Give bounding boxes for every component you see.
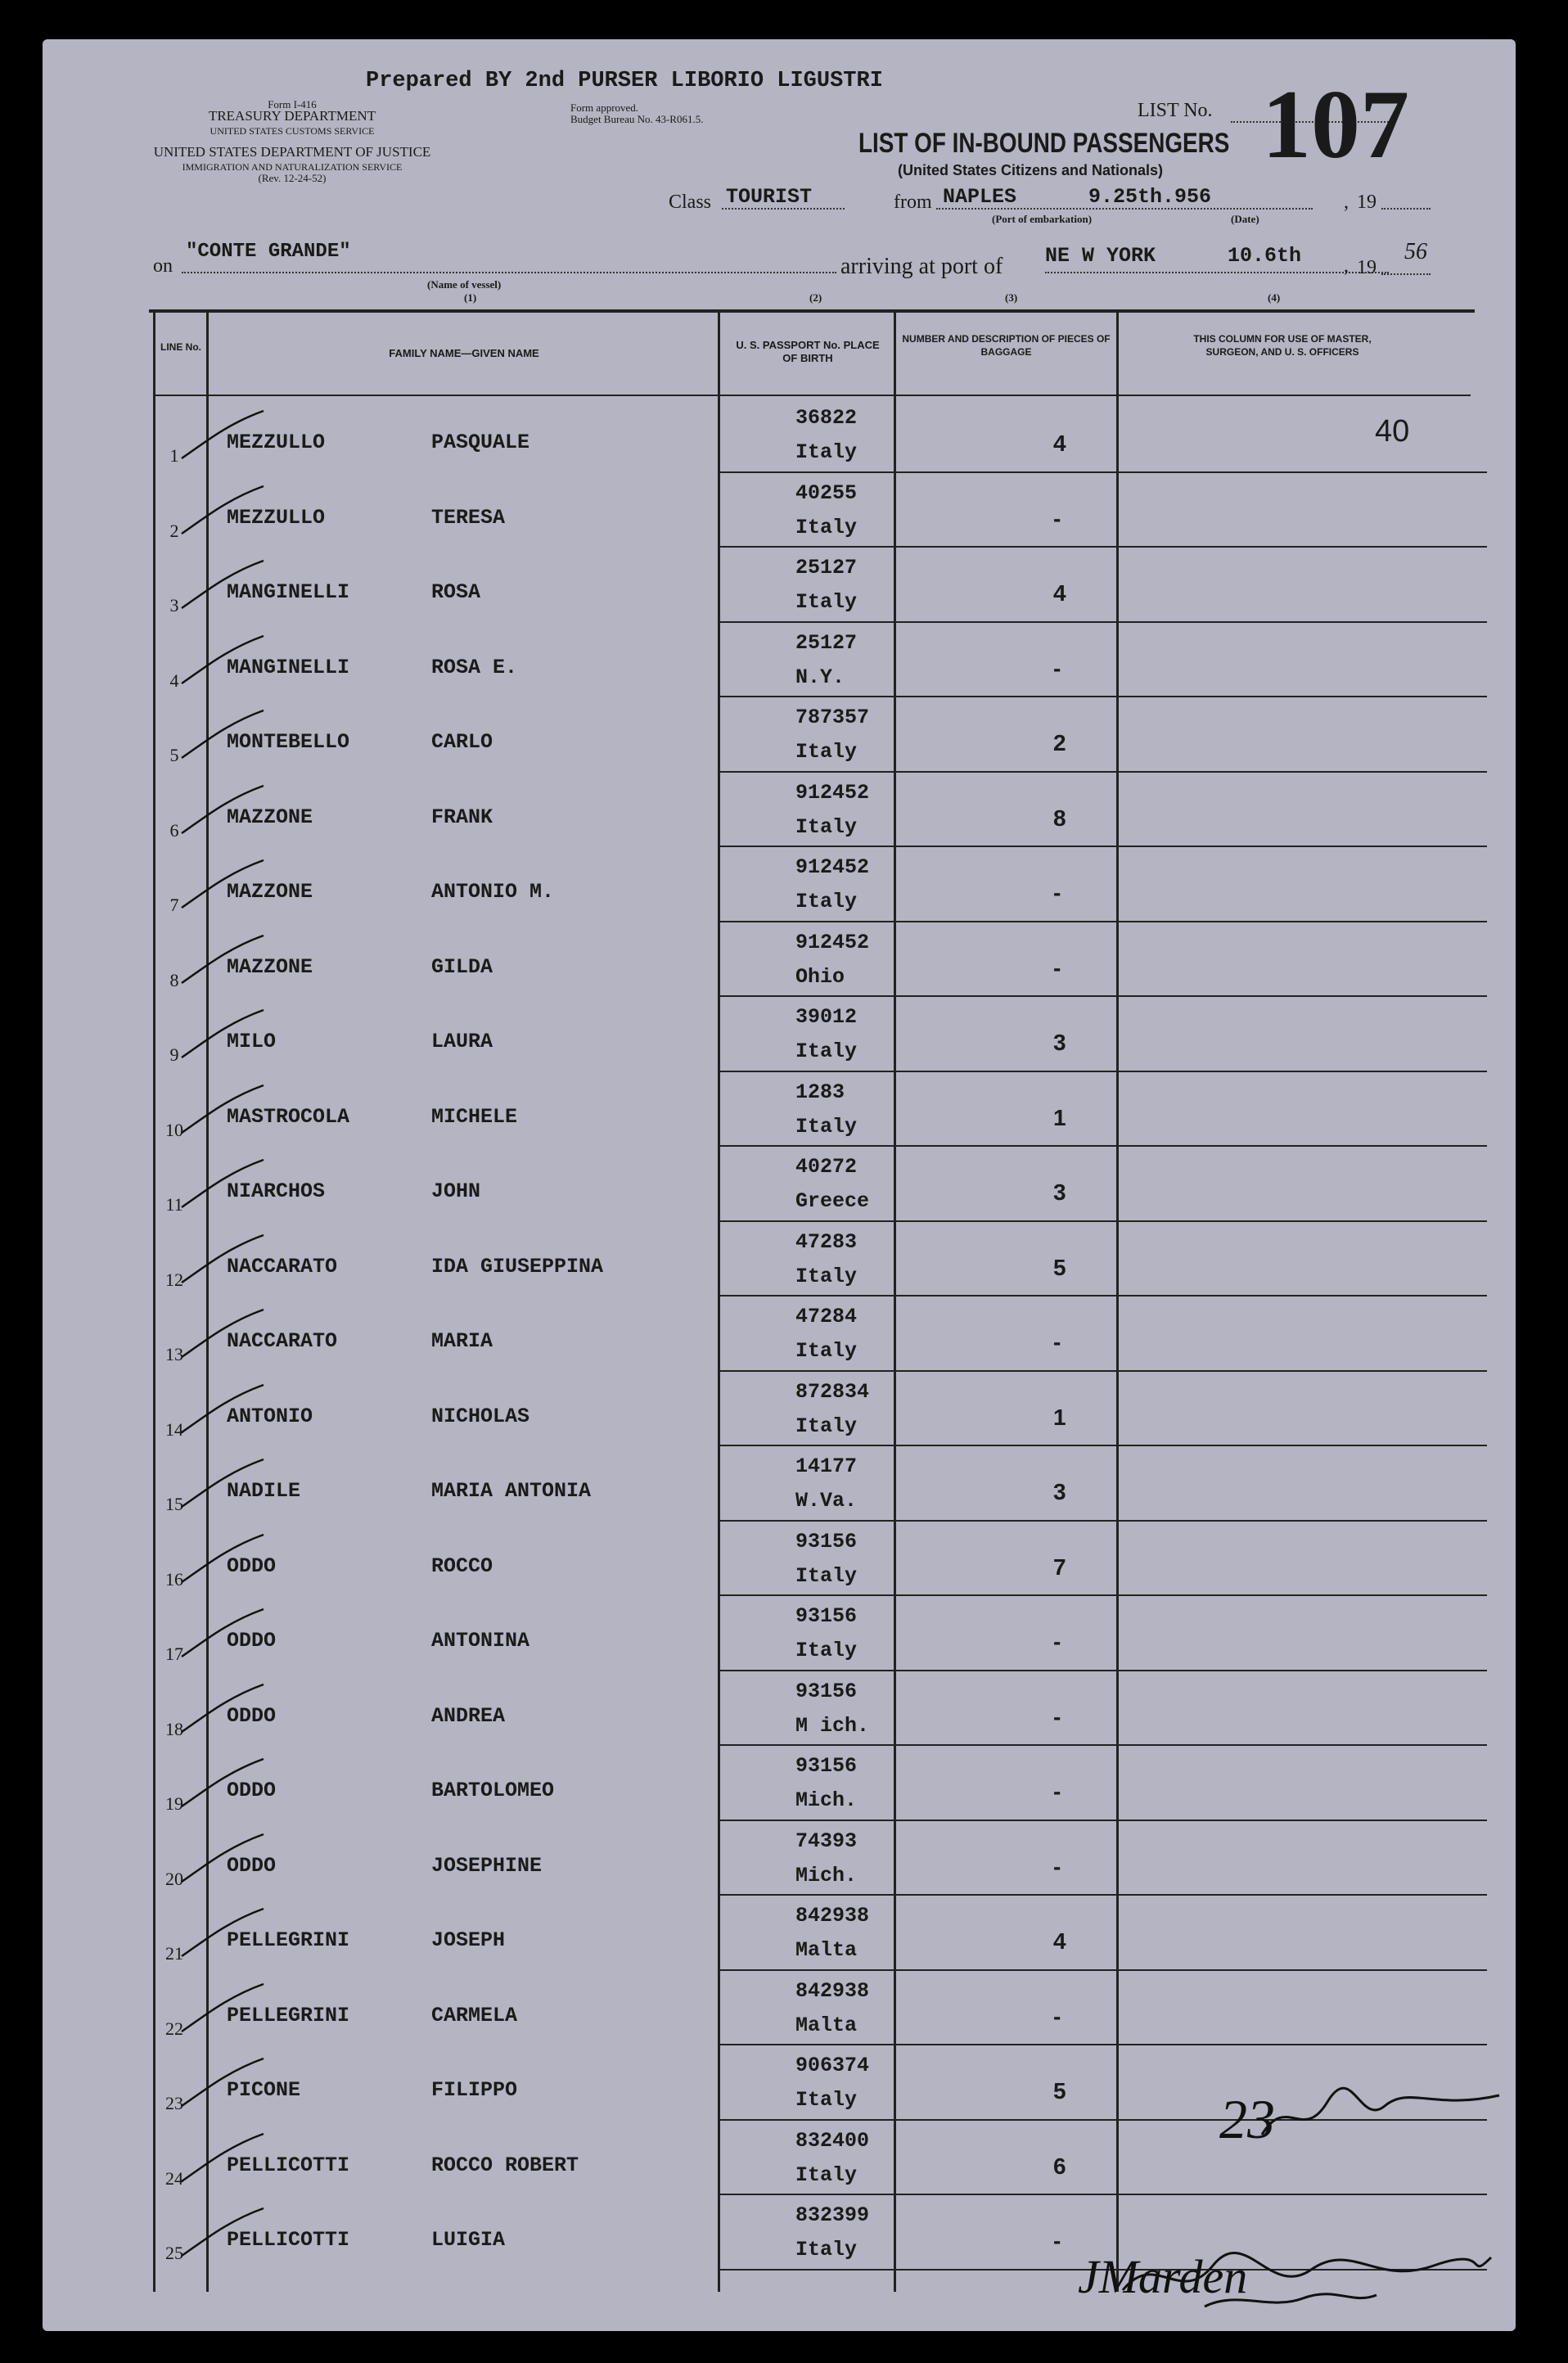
header-baggage: NUMBER AND DESCRIPTION OF PIECES OF BAGGAGE (902, 333, 1111, 358)
table-row (153, 1971, 1462, 2046)
given-name: FILIPPO (431, 2078, 518, 2102)
given-name: CARMELA (431, 2003, 518, 2027)
passport-number: 47283 (795, 1229, 858, 1254)
col4-num: (4) (1268, 291, 1281, 304)
from-date: 9.25th.956 (1088, 185, 1212, 209)
passport-number: 93156 (795, 1754, 858, 1778)
table-row (153, 922, 1462, 998)
place-of-birth: Italy (795, 1563, 858, 1588)
baggage-count: - (1053, 1779, 1061, 1804)
passport-number: 40255 (795, 480, 858, 505)
check-mark (178, 857, 268, 914)
header-passport: U. S. PASSPORT No. PLACE OF BIRTH (736, 339, 880, 364)
table-row (153, 1372, 1462, 1447)
line-number: 12 (165, 1269, 183, 1290)
year-prefix-1: 19 (1357, 192, 1377, 213)
passport-number: 912452 (795, 780, 870, 805)
class-label: Class (669, 192, 712, 213)
table-row (153, 1296, 1462, 1372)
check-mark (178, 1082, 268, 1139)
check-mark (178, 633, 268, 690)
check-mark (178, 707, 268, 764)
passport-number: 93156 (795, 1529, 858, 1554)
place-of-birth: Italy (795, 1114, 858, 1139)
table-row (153, 847, 1462, 922)
table-row (153, 1522, 1462, 1597)
passport-number: 93156 (795, 1604, 858, 1628)
place-of-birth: Italy (795, 890, 858, 913)
table-row (153, 1147, 1462, 1222)
baggage-count: - (1053, 1853, 1061, 1879)
check-mark (178, 408, 268, 465)
line-number: 5 (169, 745, 179, 765)
line-number: 13 (165, 1344, 183, 1364)
line-number: 19 (165, 1793, 183, 1814)
baggage-count: - (1053, 2228, 1061, 2253)
signature-scribble (1106, 2241, 1499, 2315)
given-name: JOHN (431, 1179, 481, 1203)
vessel-caption: (Name of vessel) (427, 278, 502, 291)
line-number: 16 (165, 1568, 183, 1590)
col1-num: (1) (464, 291, 477, 304)
baggage-count: 4 (1053, 431, 1066, 456)
passport-number: 872834 (795, 1379, 870, 1404)
passport-number: 25127 (795, 630, 858, 655)
check-mark (178, 1681, 268, 1738)
given-name: ROCCO ROBERT (431, 2153, 579, 2177)
line-number: 22 (165, 2018, 183, 2039)
place-of-birth: Italy (795, 2088, 858, 2112)
justice-dept: UNITED STATES DEPARTMENT OF JUSTICE (153, 144, 431, 160)
baggage-count: 8 (1053, 805, 1066, 831)
passport-number: 25127 (795, 556, 858, 579)
family-name: MAZZONE (227, 805, 313, 829)
place-of-birth: Italy (795, 1264, 858, 1288)
given-name: ANTONINA (431, 1629, 530, 1653)
check-mark (178, 1382, 268, 1439)
handwritten-scribble (1254, 2077, 1507, 2167)
baggage-count: 3 (1053, 1179, 1066, 1205)
check-mark (178, 1306, 268, 1364)
family-name: ODDO (227, 1779, 277, 1802)
table-row (153, 398, 1462, 473)
place-of-birth: Italy (795, 1039, 858, 1063)
arrival-line (1045, 272, 1389, 273)
customs-service: UNITED STATES CUSTOMS SERVICE (210, 125, 375, 137)
line-number: 24 (165, 2167, 183, 2189)
baggage-count: - (1053, 954, 1061, 981)
family-name: PELLEGRINI (227, 2003, 350, 2027)
place-of-birth: Malta (795, 1938, 858, 1962)
given-name: ANTONIO M. (431, 880, 555, 904)
passport-number: 14177 (795, 1454, 858, 1478)
line-number: 9 (169, 1044, 179, 1065)
table-row (153, 623, 1462, 698)
check-mark (178, 1981, 268, 2038)
year-line-2 (1381, 273, 1431, 275)
place-of-birth: Italy (795, 1639, 858, 1662)
family-name: PELLICOTTI (227, 2228, 350, 2252)
baggage-count: - (1053, 1329, 1061, 1355)
baggage-count: 1 (1053, 1104, 1066, 1130)
family-name: MONTEBELLO (227, 730, 350, 754)
line-number: 17 (165, 1644, 183, 1664)
family-name: MANGINELLI (227, 580, 350, 604)
check-mark (178, 1831, 268, 1888)
check-mark (178, 2055, 268, 2113)
table-row (153, 1821, 1462, 1896)
given-name: TERESA (431, 505, 506, 530)
place-of-birth: W.Va. (795, 1489, 858, 1513)
family-name: ODDO (227, 1703, 277, 1728)
table-row (153, 1671, 1462, 1747)
given-name: JOSEPHINE (431, 1853, 543, 1878)
passport-number: 40272 (795, 1155, 858, 1179)
family-name: MAZZONE (227, 954, 313, 979)
given-name: ROCCO (431, 1554, 493, 1578)
passport-number: 39012 (795, 1005, 858, 1029)
given-name: MARIA (431, 1329, 493, 1353)
family-name: MANGINELLI (227, 655, 350, 679)
table-row (153, 1746, 1462, 1821)
on-label: on (153, 255, 173, 277)
line-number: 8 (169, 969, 179, 990)
budget-bureau: Budget Bureau No. 43-R061.5. (570, 113, 704, 125)
check-mark (178, 1456, 268, 1513)
line-number: 15 (165, 1494, 183, 1514)
col2-num: (2) (809, 291, 822, 304)
arriving-label: arriving at port of (840, 254, 1003, 279)
check-mark (178, 2205, 268, 2262)
date-caption: (Date) (1231, 213, 1259, 225)
baggage-count: - (1053, 1703, 1061, 1729)
passport-number: 1283 (795, 1080, 845, 1104)
family-name: NIARCHOS (227, 1179, 326, 1203)
passport-number: 47284 (795, 1305, 858, 1328)
header-bottom-border (153, 395, 1471, 396)
table-row (153, 1446, 1462, 1522)
family-name: ANTONIO (227, 1404, 313, 1428)
family-name: ODDO (227, 1554, 277, 1578)
baggage-count: - (1053, 1629, 1061, 1654)
line-number: 7 (169, 895, 179, 915)
list-subtitle: (United States Citizens and Nationals) (898, 162, 1164, 178)
from-port: NAPLES (943, 185, 1017, 209)
given-name: MICHELE (431, 1104, 518, 1129)
baggage-count: 6 (1053, 2153, 1066, 2179)
col3-num: (3) (1005, 291, 1018, 304)
baggage-count: - (1053, 880, 1061, 905)
vessel-line (182, 272, 836, 273)
place-of-birth: Italy (795, 2238, 858, 2262)
arrival-date: 10.6th (1228, 244, 1302, 268)
baggage-count: - (1053, 2003, 1061, 2029)
place-of-birth: M ich. (795, 1713, 870, 1738)
table-row (153, 473, 1462, 548)
family-name: NACCARATO (227, 1254, 338, 1278)
family-name: MEZZULLO (227, 431, 326, 454)
check-mark (178, 483, 268, 540)
baggage-count: 3 (1053, 1479, 1066, 1504)
handwritten-note: 23 (1219, 2088, 1275, 2150)
family-name: NADILE (227, 1479, 301, 1503)
form-approved: Form approved. (570, 101, 639, 114)
given-name: ROSA E. (431, 655, 518, 679)
ins-service: IMMIGRATION AND NATURALIZATION SERVICE (182, 161, 403, 173)
family-name: PICONE (227, 2078, 301, 2102)
line-number: 10 (165, 1119, 183, 1140)
arrival-year: 56 (1404, 239, 1427, 264)
family-name: MILO (227, 1030, 277, 1053)
revision-date: (Rev. 12-24-52) (258, 172, 327, 184)
baggage-count: - (1053, 505, 1061, 531)
given-name: NICHOLAS (431, 1404, 530, 1428)
treasury-dept: TREASURY DEPARTMENT (208, 108, 376, 124)
baggage-count: 2 (1053, 730, 1066, 755)
family-name: ODDO (227, 1629, 277, 1653)
check-mark (178, 1007, 268, 1064)
header-line-no: LINE No. (160, 341, 201, 353)
given-name: BARTOLOMEO (431, 1779, 555, 1802)
manifest-sheet: Prepared BY 2nd PURSER LIBORIO LIGUSTRI Form I-416 TREASURY DEPARTMENT UNITED STATES CUSTOMS SERVICE UNITED STATES DEPARTMENT OF JUSTICE IMMIGRATION AND NATURALIZATION SERVICE (Rev. 12-24-52) Form approved. Budget Bureau No. 43-R061.5. LIST No. 107 LIST OF IN-BOUND PASSENGERS (United States Citizens and Nationals) Class TOURIST from NAPLES 9.25th.956 19 , (Port of embarkation) (Date) on "CONTE GRANDE" arriving at port of NE W YORK 10.6th , 19 56 (Name of vessel) (1) (2) (3) (4) LINE No. FAMILY NAME—GIVEN NAME U. S. PASSPORT No. PLACE OF BIRTH NUMBER AND DESCRIPTION OF PIECES OF BAGGAGE THIS COLUMN FOR USE OF MASTER, SURGEON, AND U. S. OFFICERS 1 MEZZULLO PASQUALE 36822 Italy 4 2 MEZZULLO TERESA 40255 Italy - 3 MANGINELLI ROSA 25127 Italy 4 4 MANGINELLI ROSA E. 25127 N.Y. - 5 MONTEBELLO CARLO 787357 Italy 2 6 MAZZONE FRANK 912452 Italy 8 7 MAZZONE ANTONIO M. 912452 Italy - 8 MAZZONE GILDA 912452 Ohio - 9 MILO LAURA 39012 Italy 3 10 MASTROCOLA MICHELE 1283 Italy 1 11 NIARCHOS JOHN 40272 Greece 3 12 NACCARATO IDA GIUSEPPINA 47283 Italy 5 13 NACCARATO MARIA 47284 Italy - 14 ANTONIO NICHOLAS 872834 Italy 1 15 NADILE MARIA ANTONIA 14177 W.Va. 3 16 ODDO ROCCO 93156 Italy 7 17 ODDO ANTONINA 93156 Italy - 18 ODDO ANDREA 93156 M ich. - 19 ODDO BARTOLOMEO 93156 Mich. - 20 ODDO JOSEPHINE 74393 Mich. - 21 PELLEGRINI JOSEPH 842938 Malta 4 22 PELLEGRINI CARMELA 842938 Malta - 23 PICONE FILIPPO 906374 Italy 5 24 PELLICOTTI ROCCO ROBERT 832400 Italy 6 25 PELLICOTTI LUIGIA 832399 Italy - 40 23 JMarden (43, 39, 1516, 2331)
given-name: ROSA (431, 580, 481, 604)
list-no-label: LIST No. (1138, 100, 1213, 121)
place-of-birth: Greece (795, 1189, 870, 1213)
family-name: PELLEGRINI (227, 1928, 350, 1952)
place-of-birth: Italy (795, 515, 858, 539)
given-name: LUIGIA (431, 2228, 506, 2252)
baggage-count: - (1053, 655, 1061, 681)
place-of-birth: Mich. (795, 1788, 858, 1812)
given-name: PASQUALE (431, 431, 530, 454)
line-number: 25 (165, 2243, 183, 2263)
check-mark (178, 1756, 268, 1813)
place-of-birth: Italy (795, 590, 858, 614)
table-row (153, 1596, 1462, 1671)
given-name: IDA GIUSEPPINA (431, 1254, 604, 1278)
line-number: 20 (165, 1868, 183, 1889)
check-mark (178, 1531, 268, 1589)
check-mark (178, 932, 268, 990)
given-name: CARLO (431, 730, 493, 754)
list-title: LIST OF IN-BOUND PASSENGERS (858, 128, 1230, 159)
place-of-birth: Italy (795, 1414, 858, 1438)
place-of-birth: Malta (795, 2013, 858, 2037)
table-row (153, 1072, 1462, 1148)
family-name: PELLICOTTI (227, 2153, 350, 2177)
given-name: GILDA (431, 954, 493, 979)
given-name: LAURA (431, 1030, 493, 1053)
signature: JMarden (1078, 2250, 1248, 2303)
given-name: MARIA ANTONIA (431, 1479, 592, 1503)
line-number: 21 (165, 1943, 183, 1964)
place-of-birth: N.Y. (795, 665, 845, 689)
table-top-border (149, 309, 1475, 313)
prepared-by: Prepared BY 2nd PURSER LIBORIO LIGUSTRI (366, 69, 883, 93)
place-of-birth: Italy (795, 814, 858, 839)
check-mark (178, 1905, 268, 1963)
header-officers: THIS COLUMN FOR USE OF MASTER, SURGEON, AND U. S. OFFICERS (1193, 333, 1372, 358)
form-number: Form I-416 (268, 98, 317, 110)
passport-number: 832400 (795, 2128, 870, 2153)
line-number: 23 (165, 2093, 183, 2113)
given-name: ANDREA (431, 1703, 506, 1728)
family-name: MAZZONE (227, 880, 313, 904)
class-value: TOURIST (726, 185, 813, 209)
year-prefix-2: 19 (1357, 257, 1377, 278)
given-name: FRANK (431, 805, 493, 829)
year-line-1 (1381, 208, 1431, 210)
line-number: 2 (169, 520, 179, 541)
given-name: JOSEPH (431, 1928, 506, 1952)
passport-number: 36822 (795, 406, 858, 430)
line-number: 3 (169, 595, 179, 616)
table-row (153, 1222, 1462, 1297)
list-no-value: 107 (1262, 70, 1409, 178)
place-of-birth: Italy (795, 2162, 858, 2187)
line-number: 1 (169, 445, 179, 466)
vessel-name: "CONTE GRANDE" (186, 241, 351, 263)
officer-count: 40 (1375, 414, 1410, 449)
passport-number: 832399 (795, 2203, 870, 2227)
line-number: 4 (169, 670, 179, 691)
baggage-count: 4 (1053, 1928, 1066, 1954)
table-row (153, 773, 1462, 848)
passport-number: 906374 (795, 2054, 870, 2077)
check-mark (178, 1606, 268, 1663)
place-of-birth: Italy (795, 740, 858, 764)
passport-number: 842938 (795, 1978, 870, 2003)
place-of-birth: Ohio (795, 964, 845, 989)
place-of-birth: Mich. (795, 1863, 858, 1887)
baggage-count: 5 (1053, 1254, 1066, 1280)
line-number: 11 (165, 1194, 183, 1215)
check-mark (178, 2131, 268, 2188)
table-row (153, 697, 1462, 773)
header-name: FAMILY NAME—GIVEN NAME (389, 347, 539, 359)
passport-number: 787357 (795, 706, 870, 729)
baggage-count: 7 (1053, 1554, 1066, 1580)
passport-number: 93156 (795, 1679, 858, 1703)
family-name: MASTROCOLA (227, 1104, 350, 1129)
table-row (153, 1896, 1462, 1971)
place-of-birth: Italy (795, 1339, 858, 1363)
family-name: MEZZULLO (227, 505, 326, 530)
baggage-count: 5 (1053, 2078, 1066, 2104)
table-row (153, 548, 1462, 623)
family-name: NACCARATO (227, 1329, 338, 1353)
passport-number: 912452 (795, 930, 870, 954)
baggage-count: 4 (1053, 580, 1066, 606)
baggage-count: 1 (1053, 1404, 1066, 1430)
line-number: 18 (165, 1718, 183, 1739)
passport-number: 912452 (795, 855, 870, 879)
place-of-birth: Italy (795, 440, 858, 464)
check-mark (178, 557, 268, 615)
check-mark (178, 1157, 268, 1214)
line-number: 14 (165, 1418, 183, 1440)
family-name: ODDO (227, 1853, 277, 1878)
passport-number: 842938 (795, 1904, 870, 1928)
check-mark (178, 1232, 268, 1289)
table-row (153, 997, 1462, 1072)
check-mark (178, 782, 268, 840)
line-number: 6 (169, 819, 179, 841)
port-embark-caption: (Port of embarkation) (992, 213, 1093, 225)
arrival-port: NE W YORK (1045, 244, 1156, 268)
baggage-count: 3 (1053, 1030, 1066, 1055)
passport-number: 74393 (795, 1829, 858, 1853)
from-label: from (894, 192, 932, 213)
